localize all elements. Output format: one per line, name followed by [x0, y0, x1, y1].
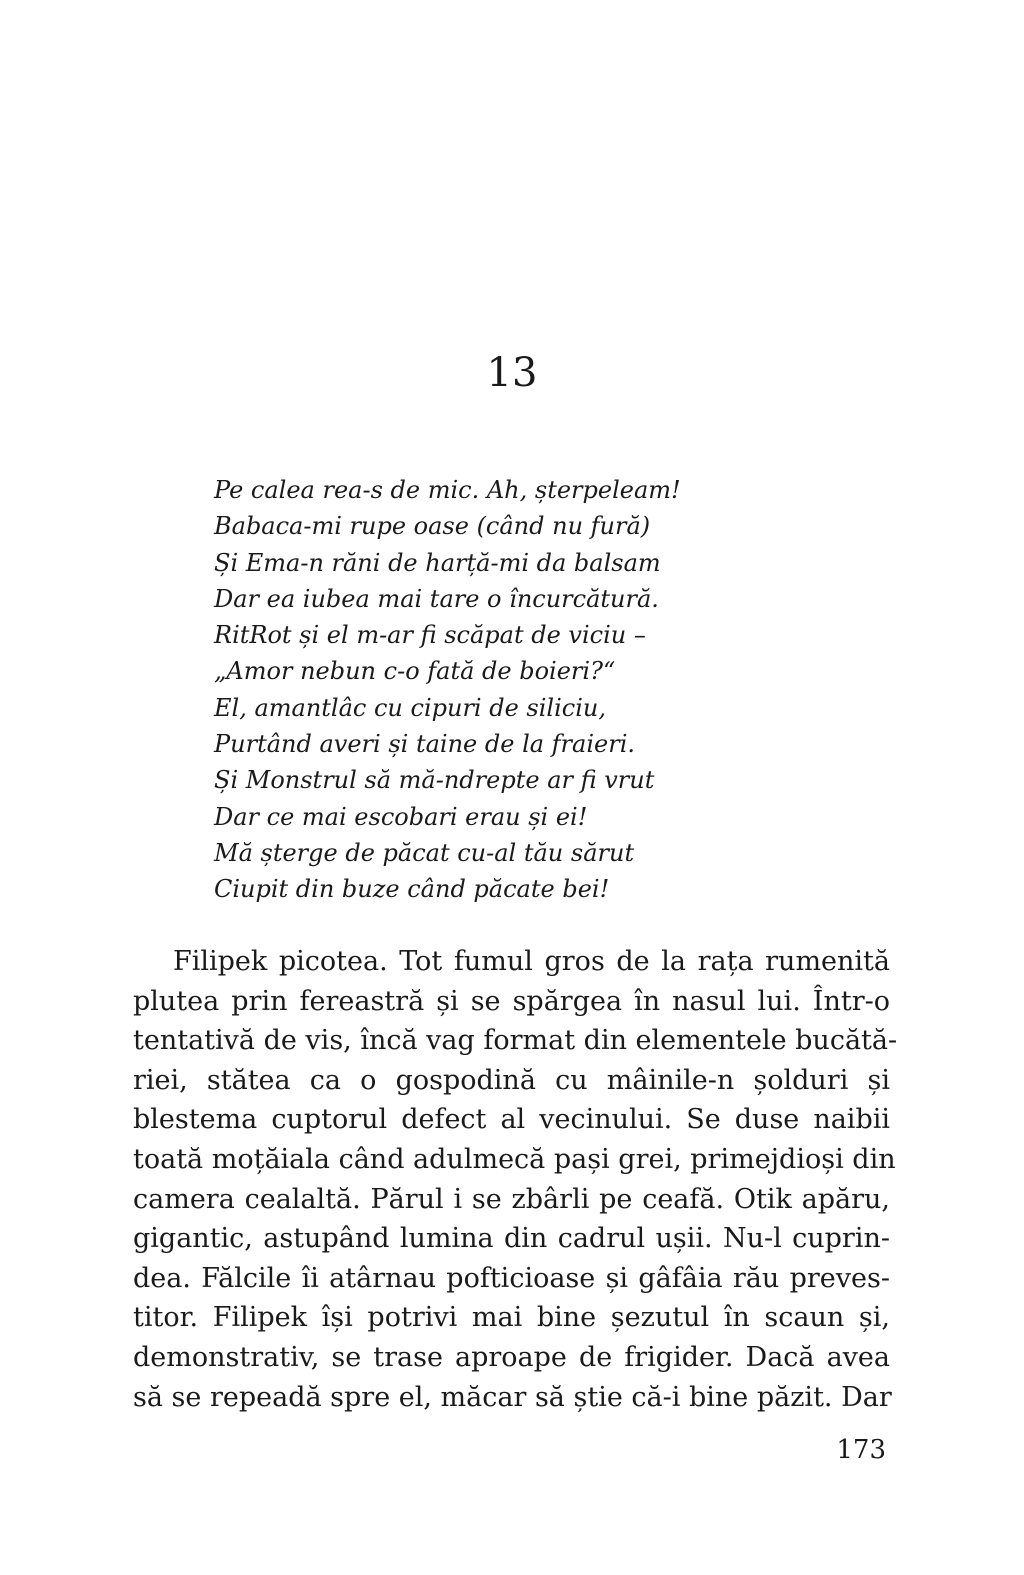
poem-line: El, amantlâc cu cipuri de siliciu, — [214, 693, 606, 722]
paragraph-line: blestema cuptorul defect al vecinului. Se duse naibii — [133, 1104, 890, 1136]
paragraph-line: plutea prin fereastră și se spărgea în nasul lui. Într-o — [133, 985, 890, 1017]
poem-line: Dar ce mai escobari erau și ei! — [214, 802, 588, 831]
poem-line: Mă șterge de păcat cu-al tău sărut — [214, 838, 635, 867]
chapter-number: 13 — [486, 350, 538, 396]
poem-line: RitRot și el m-ar fi scăpat de viciu – — [214, 621, 646, 650]
paragraph-line: demonstrativ, se trase aproape de frigider. Dacă avea — [133, 1341, 890, 1373]
paragraph-line: dea. Fălcile îi atârnau pofticioase și gâfâia rău preves- — [133, 1262, 890, 1294]
paragraph-line: să se repeadă spre el, măcar să știe că-i bine păzit. Dar — [133, 1381, 892, 1413]
poem-line: Și Monstrul să mă-ndrepte ar fi vrut — [214, 766, 655, 795]
poem-line: Pe calea rea-s de mic. Ah, șterpeleam! — [214, 476, 681, 504]
poem-line: Și Ema-n răni de harță-mi da balsam — [214, 548, 661, 577]
poem-line: Ciupit din buze când păcate bei! — [214, 875, 610, 904]
paragraph-line: riei, stătea ca o gospodină cu mâinile-n șolduri și — [133, 1064, 890, 1096]
body-paragraph — [133, 942, 898, 1417]
paragraph-line: tentativă de vis, încă vag format din elementele bucătă- — [133, 1025, 898, 1057]
poem-line: Purtând averi și taine de la fraieri. — [214, 730, 635, 759]
paragraph-line: Filipek picotea. Tot fumul gros de la rața rumenită — [173, 946, 890, 977]
poem-line: „Amor nebun c-o fată de boieri?“ — [214, 657, 616, 686]
paragraph-line: gigantic, astupând lumina din cadrul ușii. Nu-l cuprin- — [133, 1223, 890, 1255]
paragraph-line: titor. Filipek își potrivi mai bine șezutul în scaun și, — [133, 1302, 890, 1334]
page-number: 173 — [836, 1435, 886, 1465]
poem-line: Babaca-mi rupe oase (când nu fură) — [214, 512, 651, 541]
paragraph-line: camera cealaltă. Părul i se zbârli pe ceafă. Otik apăru, — [133, 1183, 890, 1215]
poem-line: Dar ea iubea mai tare o încurcătură. — [214, 584, 659, 613]
poem-epigraph — [214, 472, 904, 908]
paragraph-line: toată moțăiala când adulmecă pași grei, primejdioși din — [133, 1143, 896, 1175]
